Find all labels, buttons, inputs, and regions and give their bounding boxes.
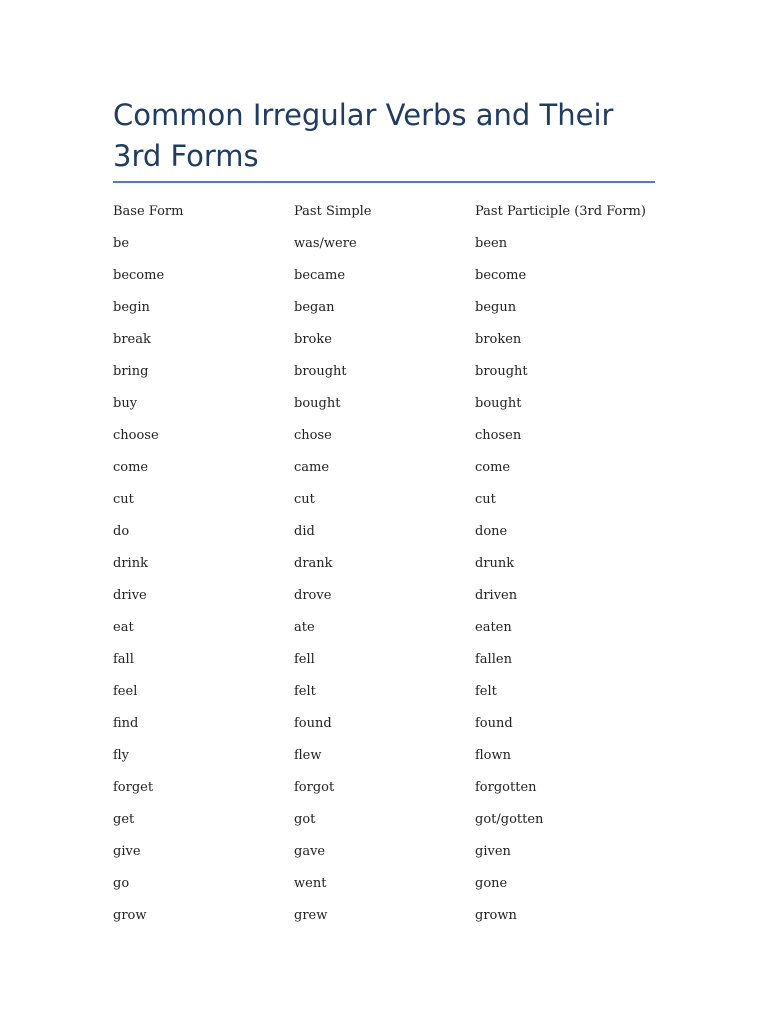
verb-table xyxy=(113,195,655,931)
cell-past-participle: bought xyxy=(475,395,522,411)
cell-base-form: give xyxy=(113,843,141,859)
cell-past-simple: became xyxy=(294,267,346,283)
cell-base-form: drink xyxy=(113,555,148,571)
table-row xyxy=(113,291,655,323)
cell-past-participle: come xyxy=(475,459,511,475)
cell-past-simple: cut xyxy=(294,491,315,507)
document-title: Common Irregular Verbs and Their 3rd Forms xyxy=(113,98,614,173)
cell-past-simple: flew xyxy=(294,747,322,763)
cell-past-participle: broken xyxy=(475,331,522,347)
cell-past-simple: began xyxy=(294,299,335,315)
cell-base-form: find xyxy=(113,715,139,731)
table-row xyxy=(113,323,655,355)
cell-past-participle: brought xyxy=(475,363,528,379)
header-past-participle: Past Participle (3rd Form) xyxy=(475,203,646,219)
cell-base-form: grow xyxy=(113,907,147,923)
cell-base-form: fall xyxy=(113,651,134,667)
table-row xyxy=(113,675,655,707)
cell-past-participle: drunk xyxy=(475,555,515,571)
cell-base-form: bring xyxy=(113,363,149,379)
cell-past-simple: ate xyxy=(294,619,315,635)
table-row xyxy=(113,739,655,771)
cell-past-simple: came xyxy=(294,459,330,475)
cell-base-form: drive xyxy=(113,587,147,603)
cell-past-simple: felt xyxy=(294,683,316,699)
cell-past-participle: forgotten xyxy=(475,779,537,795)
cell-past-simple: found xyxy=(294,715,332,731)
cell-base-form: cut xyxy=(113,491,134,507)
title-underline xyxy=(113,181,655,183)
table-row xyxy=(113,643,655,675)
cell-past-participle: chosen xyxy=(475,427,522,443)
cell-base-form: choose xyxy=(113,427,159,443)
cell-base-form: do xyxy=(113,523,130,539)
table-row xyxy=(113,515,655,547)
table-row xyxy=(113,483,655,515)
cell-past-participle: done xyxy=(475,523,508,539)
cell-past-participle: driven xyxy=(475,587,518,603)
table-row xyxy=(113,835,655,867)
cell-base-form: fly xyxy=(113,747,130,763)
cell-past-simple: broke xyxy=(294,331,332,347)
cell-base-form: get xyxy=(113,811,135,827)
table-row xyxy=(113,227,655,259)
header-base-form: Base Form xyxy=(113,203,184,219)
table-row xyxy=(113,259,655,291)
cell-past-simple: grew xyxy=(294,907,328,923)
cell-past-simple: gave xyxy=(294,843,326,859)
cell-past-simple: was/were xyxy=(294,235,357,251)
cell-past-participle: cut xyxy=(475,491,496,507)
table-row xyxy=(113,899,655,931)
cell-past-simple: did xyxy=(294,523,315,539)
cell-past-participle: gone xyxy=(475,875,508,891)
cell-past-participle: given xyxy=(475,843,511,859)
cell-base-form: come xyxy=(113,459,149,475)
header-past-simple: Past Simple xyxy=(294,203,372,219)
cell-past-participle: flown xyxy=(475,747,511,763)
table-row xyxy=(113,867,655,899)
cell-past-simple: got xyxy=(294,811,316,827)
cell-base-form: buy xyxy=(113,395,138,411)
cell-past-participle: been xyxy=(475,235,508,251)
cell-past-participle: grown xyxy=(475,907,517,923)
cell-base-form: go xyxy=(113,875,130,891)
document-page xyxy=(113,95,655,931)
cell-past-participle: become xyxy=(475,267,527,283)
cell-base-form: forget xyxy=(113,779,154,795)
table-row xyxy=(113,419,655,451)
cell-past-simple: drank xyxy=(294,555,333,571)
table-row xyxy=(113,771,655,803)
cell-base-form: break xyxy=(113,331,151,347)
cell-past-participle: found xyxy=(475,715,513,731)
cell-past-participle: got/gotten xyxy=(475,811,544,827)
cell-past-participle: begun xyxy=(475,299,517,315)
cell-base-form: begin xyxy=(113,299,150,315)
cell-past-participle: felt xyxy=(475,683,497,699)
table-row xyxy=(113,707,655,739)
cell-past-participle: fallen xyxy=(475,651,512,667)
table-row xyxy=(113,611,655,643)
cell-base-form: be xyxy=(113,235,130,251)
cell-past-simple: fell xyxy=(294,651,315,667)
cell-base-form: become xyxy=(113,267,165,283)
table-row xyxy=(113,547,655,579)
cell-past-simple: bought xyxy=(294,395,341,411)
cell-past-participle: eaten xyxy=(475,619,512,635)
table-row xyxy=(113,451,655,483)
cell-past-simple: drove xyxy=(294,587,332,603)
cell-past-simple: chose xyxy=(294,427,332,443)
cell-past-simple: went xyxy=(294,875,327,891)
table-header-row xyxy=(113,195,655,227)
cell-base-form: feel xyxy=(113,683,138,699)
cell-base-form: eat xyxy=(113,619,134,635)
table-row xyxy=(113,803,655,835)
table-row xyxy=(113,355,655,387)
table-row xyxy=(113,579,655,611)
cell-past-simple: forgot xyxy=(294,779,335,795)
table-row xyxy=(113,387,655,419)
cell-past-simple: brought xyxy=(294,363,347,379)
